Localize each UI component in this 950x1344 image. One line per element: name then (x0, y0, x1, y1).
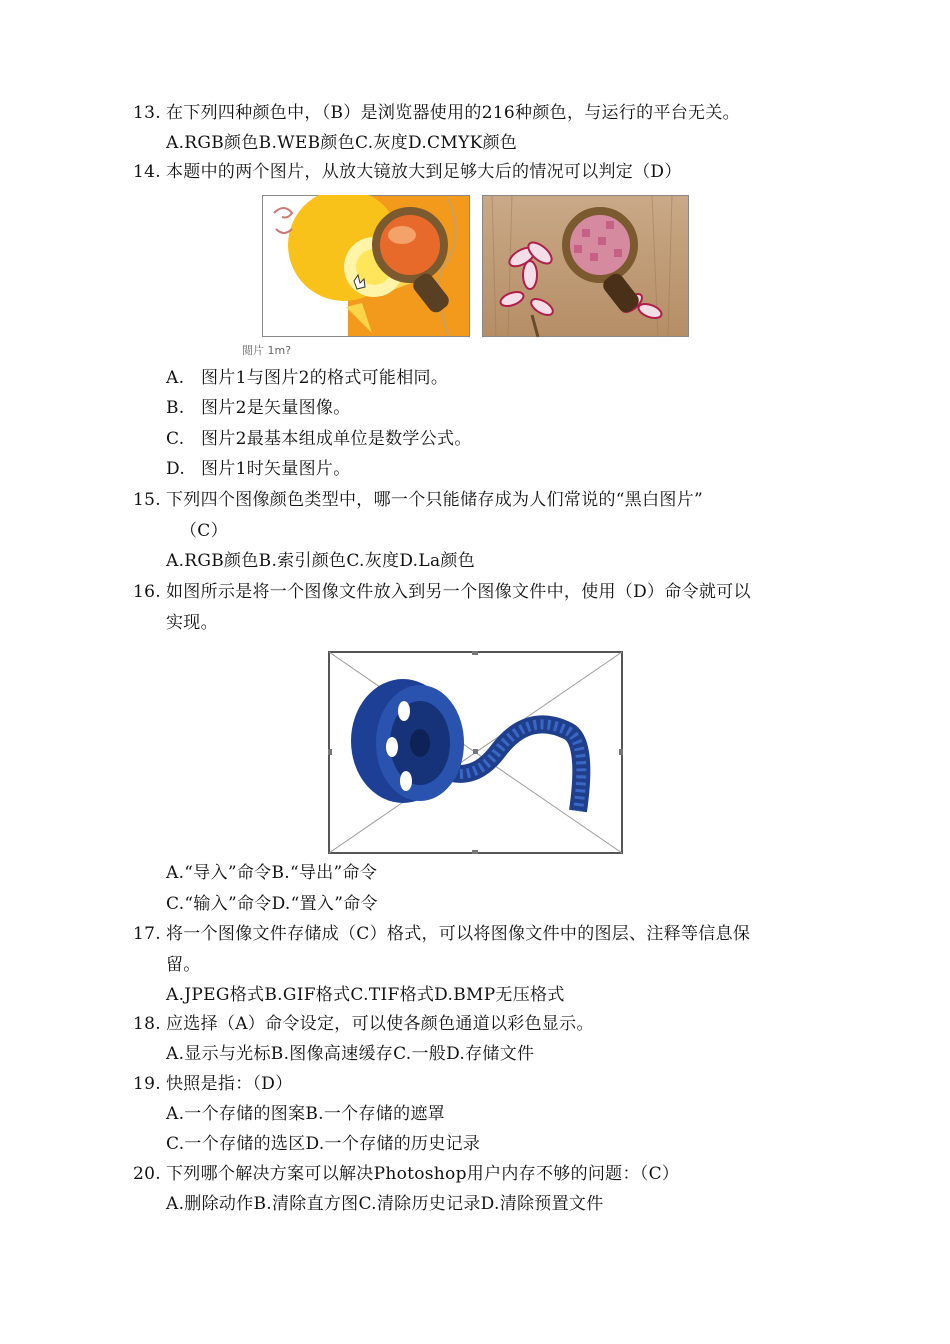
figure-caption: 閲片 1m? (242, 344, 292, 357)
option-text: 图片2是矢量图像。 (201, 398, 351, 418)
question-number: 16. (133, 582, 161, 602)
question-16-options-line-1: A.“导入”命令B.“导出”命令 (166, 863, 378, 883)
question-number: 17. (133, 924, 161, 944)
figure-raster-flower-image (482, 195, 689, 337)
figure-vector-sun-image (262, 195, 470, 337)
option-label: B. (166, 398, 185, 418)
question-text: 下列哪个解决方案可以解决Photoshop用户内存不够的问题：（C） (166, 1164, 680, 1184)
question-number: 15. (133, 490, 161, 510)
figure-film-reel-image (328, 651, 623, 854)
question-text: 如图所示是将一个图像文件放入到另一个图像文件中，使用（D）命令就可以 (166, 582, 751, 602)
option-text: 图片1与图片2的格式可能相同。 (201, 368, 449, 388)
question-19-options-line-1: A.一个存储的图案B.一个存储的遮罩 (166, 1104, 445, 1124)
option-label: D. (166, 459, 186, 479)
question-15-options: A.RGB颜色B.索引颜色C.灰度D.La颜色 (166, 551, 476, 571)
question-number: 20. (133, 1164, 161, 1184)
question-18-options: A.显示与光标B.图像高速缓存C.一般D.存储文件 (166, 1044, 535, 1064)
question-text: 在下列四种颜色中，（B）是浏览器使用的216种颜色，与运行的平台无关。 (166, 103, 740, 123)
question-number: 19. (133, 1074, 161, 1094)
question-19-options-line-2: C.一个存储的选区D.一个存储的历史记录 (166, 1134, 481, 1154)
option-label: A. (166, 368, 185, 388)
question-text: 快照是指：（D） (166, 1074, 293, 1094)
question-text: 下列四个图像颜色类型中，哪一个只能储存成为人们常说的“黑白图片” (166, 490, 703, 510)
question-number: 14. (133, 162, 161, 182)
question-17-text-cont: 留。 (166, 955, 201, 975)
question-text: 应选择（A）命令设定，可以使各颜色通道以彩色显示。 (166, 1014, 594, 1034)
question-16-options-line-2: C.“输入”命令D.“置入”命令 (166, 894, 378, 914)
question-text: 本题中的两个图片，从放大镜放大到足够大后的情况可以判定（D） (166, 162, 682, 182)
question-16-text-cont: 实现。 (166, 613, 218, 633)
question-13-options: A.RGB颜色B.WEB颜色C.灰度D.CMYK颜色 (166, 133, 518, 153)
question-20-options: A.删除动作B.清除直方图C.清除历史记录D.清除预置文件 (166, 1194, 604, 1214)
question-number: 18. (133, 1014, 161, 1034)
option-text: 图片1时矢量图片。 (201, 459, 351, 479)
question-17-options: A.JPEG格式B.GIF格式C.TIF格式D.BMP无压格式 (166, 985, 565, 1005)
option-label: C. (166, 429, 185, 449)
option-text: 图片2最基本组成单位是数学公式。 (201, 429, 472, 449)
question-text: 将一个图像文件存储成（C）格式，可以将图像文件中的图层、注释等信息保 (166, 924, 751, 944)
question-15-answer: （C） (180, 521, 228, 541)
question-number: 13. (133, 103, 161, 123)
